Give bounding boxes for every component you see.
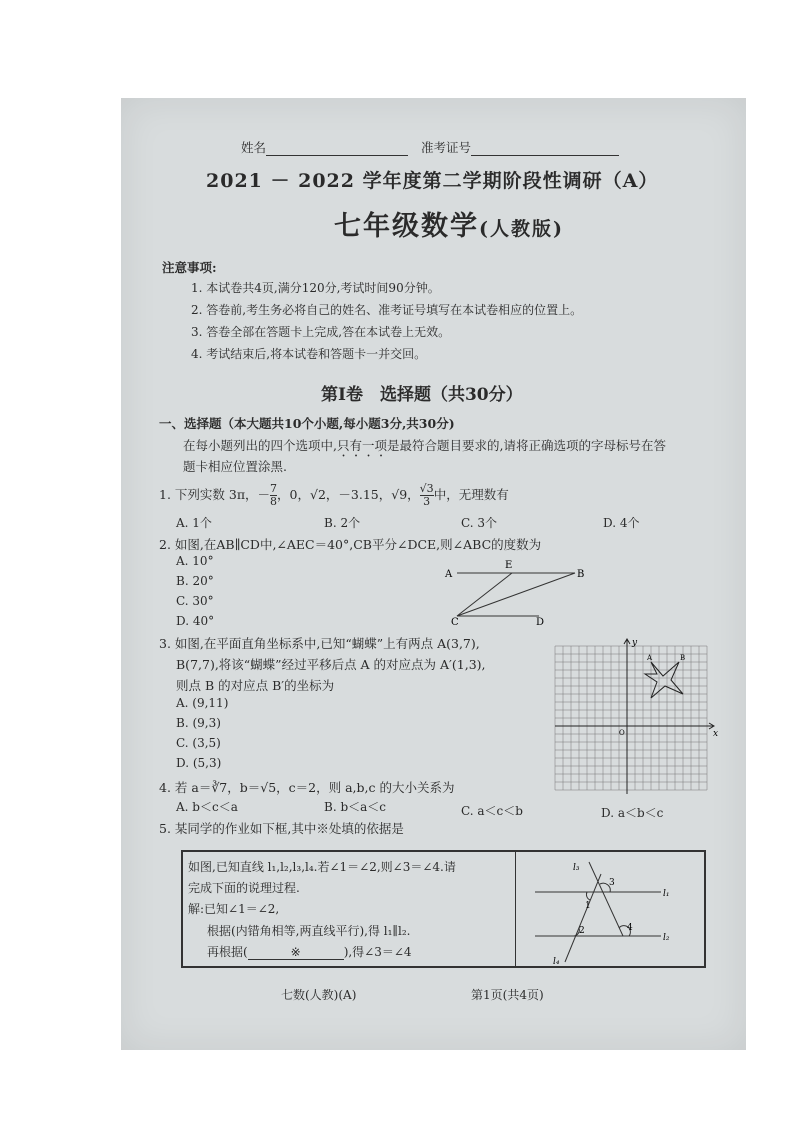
q4-stem: 4. 若 a＝∛7，b＝√5，c＝2，则 a,b,c 的大小关系为 <box>159 780 455 795</box>
q2-option-c: C. 30° <box>176 594 214 608</box>
q5-box-line1: 如图,已知直线 l₁,l₂,l₃,l₄.若∠1＝∠2,则∠3＝∠4.请 <box>188 860 456 874</box>
q3-option-d: D. (5,3) <box>176 756 222 770</box>
q2-figure <box>443 556 593 626</box>
edition-label: (人教版) <box>479 218 564 240</box>
q3-stem-line2: B(7,7),将该“蝴蝶”经过平移后点 A 的对应点为 A′(1,3), <box>176 657 486 672</box>
q4-option-a: A. b＜c＜a <box>176 800 238 814</box>
q5-box-line5-b: ),得∠3＝∠4 <box>343 945 412 959</box>
q5-box-line2: 完成下面的说理过程. <box>188 881 300 895</box>
label-c: C <box>451 617 459 626</box>
q5-blank-marker: ※ <box>290 945 301 959</box>
instr-part-b: 是最符合题目要求的,请将正确选项的字母标号在答 <box>387 438 666 453</box>
y-axis-label: y <box>632 638 638 648</box>
origin-label: O <box>619 729 625 737</box>
subject-name: 七年级数学 <box>334 211 479 242</box>
q5-box-divider <box>515 852 516 966</box>
instr-emphasis: 只有一项 <box>336 438 387 453</box>
name-field <box>241 138 408 156</box>
butterfly-shape <box>645 662 683 698</box>
line-ce <box>457 573 512 616</box>
q2-option-d: D. 40° <box>176 614 215 628</box>
label-d: D <box>536 617 545 626</box>
q1-frac1 <box>270 483 277 508</box>
point-b-label: B <box>680 654 686 662</box>
point-a-label: A <box>647 654 653 662</box>
q5-answer-blank <box>248 945 344 960</box>
line-cb <box>457 573 575 616</box>
q1-option-c: C. 3个 <box>461 516 498 530</box>
q1-option-b: B. 2个 <box>324 516 361 530</box>
subject-title <box>334 204 564 243</box>
l4-label: l₄ <box>553 957 560 966</box>
q2-option-b: B. 20° <box>176 574 214 588</box>
q3-option-b: B. (9,3) <box>176 716 221 730</box>
q1-stem-c: 中，无理数有 <box>433 487 509 502</box>
label-a: A <box>445 569 453 580</box>
q3-option-c: C. (3,5) <box>176 736 221 750</box>
q1-frac2-den: 3 <box>423 495 431 508</box>
label-b: B <box>577 569 585 580</box>
angle-3-label: 3 <box>609 878 615 888</box>
q2-option-a: A. 10° <box>176 554 214 568</box>
q1-option-d: D. 4个 <box>603 516 640 530</box>
note-item: 4. 考试结束后,将本试卷和答题卡一并交回。 <box>191 347 427 361</box>
l2-label: l₂ <box>663 933 670 943</box>
section-heading: 一、选择题（本大题共10个小题,每小题3分,共30分) <box>159 416 455 431</box>
q3-coordinate-figure <box>553 636 721 796</box>
label-e: E <box>505 560 513 571</box>
q5-box-line5 <box>207 943 412 960</box>
q1-frac1-num: 7 <box>270 482 278 495</box>
q4-option-c: C. a＜c＜b <box>461 804 523 818</box>
note-item: 2. 答卷前,考生务必将自己的姓名、准考证号填写在本试卷相应的位置上。 <box>191 303 583 317</box>
angle-1-arc <box>586 892 590 900</box>
q1-option-a: A. 1个 <box>176 516 212 530</box>
line-l4 <box>565 874 601 962</box>
q5-box-line3: 解:已知∠1＝∠2, <box>188 902 280 916</box>
note-item: 3. 答卷全部在答题卡上完成,答在本试卷上无效。 <box>191 325 451 339</box>
note-item: 1. 本试卷共4页,满分120分,考试时间90分钟。 <box>191 281 440 295</box>
angle-1-label: 1 <box>585 901 591 911</box>
q1-frac2-num: √3 <box>419 482 434 495</box>
q4-option-b: B. b＜a＜c <box>324 800 387 814</box>
footer-left: 七数(人教)(A) <box>281 988 357 1002</box>
q1-stem-b: ，0，√2，－3.15，√9， <box>277 487 420 502</box>
q2-stem: 2. 如图,在AB∥CD中,∠AEC＝40°,CB平分∠DCE,则∠ABC的度数为 <box>159 537 542 552</box>
q1-frac1-den: 8 <box>270 495 278 508</box>
instr-part-a: 在每小题列出的四个选项中, <box>183 438 337 453</box>
section-title: 第Ⅰ卷 选择题（共30分） <box>321 385 523 405</box>
exam-id-label: 准考证号 <box>421 140 472 155</box>
line-l3 <box>589 862 623 936</box>
notes-heading: 注意事项: <box>162 260 217 275</box>
q3-stem-line3: 则点 B 的对应点 B′的坐标为 <box>176 678 335 693</box>
section-instructions-line2: 题卡相应位置涂黑. <box>183 459 287 474</box>
l1-label: l₁ <box>663 889 670 899</box>
q3-stem-line1: 3. 如图,在平面直角坐标系中,已知“蝴蝶”上有两点 A(3,7), <box>159 636 480 651</box>
q5-box-line5-a: 再根据( <box>207 945 248 959</box>
name-label: 姓名 <box>241 140 267 155</box>
q1-stem-a: 1. 下列实数 3π，－ <box>159 487 271 502</box>
name-blank <box>266 155 408 156</box>
x-axis-label: x <box>713 729 719 739</box>
footer-page: 第1页(共4页) <box>471 988 544 1002</box>
exam-id-field <box>421 138 619 156</box>
exam-id-blank <box>471 155 619 156</box>
q5-box-line4: 根据(内错角相等,两直线平行),得 l₁∥l₂. <box>207 924 411 938</box>
q5-stem: 5. 某同学的作业如下框,其中※处填的依据是 <box>159 821 404 836</box>
angle-2-label: 2 <box>579 926 585 936</box>
angle-4-label: 4 <box>627 923 633 933</box>
l3-label: l₃ <box>573 863 580 873</box>
q5-homework-box <box>181 850 706 968</box>
exam-sheet <box>121 98 746 1050</box>
q4-option-d: D. a＜b＜c <box>601 806 664 820</box>
q1-frac2 <box>420 483 434 508</box>
exam-title: 2021 － 2022 学年度第二学期阶段性调研（A） <box>206 170 659 192</box>
q1-stem <box>159 483 509 508</box>
q3-option-a: A. (9,11) <box>176 696 229 710</box>
q5-figure <box>521 854 703 966</box>
